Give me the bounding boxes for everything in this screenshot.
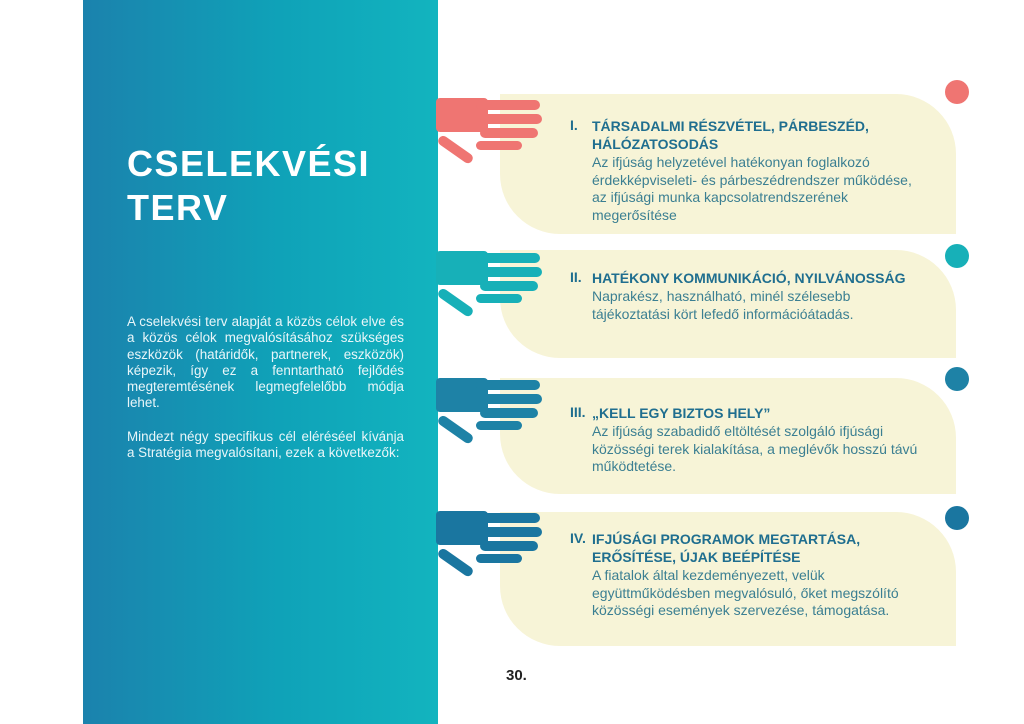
page-title (127, 142, 370, 230)
goal-description: A fiatalok által kezdeményezett, velük együttműködésben megvalósuló, őket megszólító közösségi események szervezése, támogatása. (592, 567, 899, 618)
goal-description: Az ifjúság helyzetével hatékonyan foglalkozó érdekképviseleti- és párbeszédrendszer működése, az ifjúsági munka kapcsolatrendszerének megerősítése (592, 154, 912, 223)
goal-description: Naprakész, használható, minél szélesebb tájékoztatási kört lefedő információátadás. (592, 288, 854, 322)
goal-description: Az ifjúság szabadidő eltöltését szolgáló ifjúsági közösségi terek kialakítása, a meglévők hosszú távú működtetése. (592, 423, 918, 474)
goal-item-1 (570, 117, 930, 224)
goal-item-2 (570, 269, 930, 323)
page-title-line-1: CSELEKVÉSI (127, 143, 371, 184)
goal-heading: TÁRSADALMI RÉSZVÉTEL, PÁRBESZÉD, HÁLÓZATOSODÁS (592, 118, 869, 152)
goal-heading: IFJÚSÁGI PROGRAMOK MEGTARTÁSA, ERŐSÍTÉSE, ÚJAK BEÉPÍTÉSE (592, 531, 861, 565)
accent-dot (945, 244, 969, 268)
hand-icon (436, 92, 546, 182)
goal-item-4 (570, 530, 930, 620)
goal-number: IV. (570, 530, 586, 546)
intro-paragraph: Mindezt négy specifikus cél eléréséel kívánja a Stratégia megvalósítani, ezek a következők: (127, 428, 404, 461)
goal-item-3 (570, 404, 930, 476)
page-number: 30. (506, 667, 527, 684)
intro-text (127, 314, 404, 478)
goal-number: II. (570, 269, 582, 285)
goal-number: III. (570, 404, 586, 420)
hand-icon (436, 245, 546, 335)
goal-number: I. (570, 117, 578, 133)
page-title-line-2: TERV (127, 187, 229, 228)
accent-dot (945, 367, 969, 391)
intro-paragraph: A cselekvési terv alapját a közös célok elve és a közös célok megvalósításához szükséges eszközök (határidők, partnerek, eszközök) képezik, így ez a fenntartható fejlődés megteremtésének legmegfelelőbb módja lehet. (127, 314, 404, 411)
hand-icon (436, 372, 546, 462)
goal-heading: HATÉKONY KOMMUNIKÁCIÓ, NYILVÁNOSSÁG (592, 270, 906, 286)
accent-dot (945, 80, 969, 104)
goal-heading: „KELL EGY BIZTOS HELY” (592, 405, 771, 421)
hand-icon (436, 505, 546, 595)
accent-dot (945, 506, 969, 530)
